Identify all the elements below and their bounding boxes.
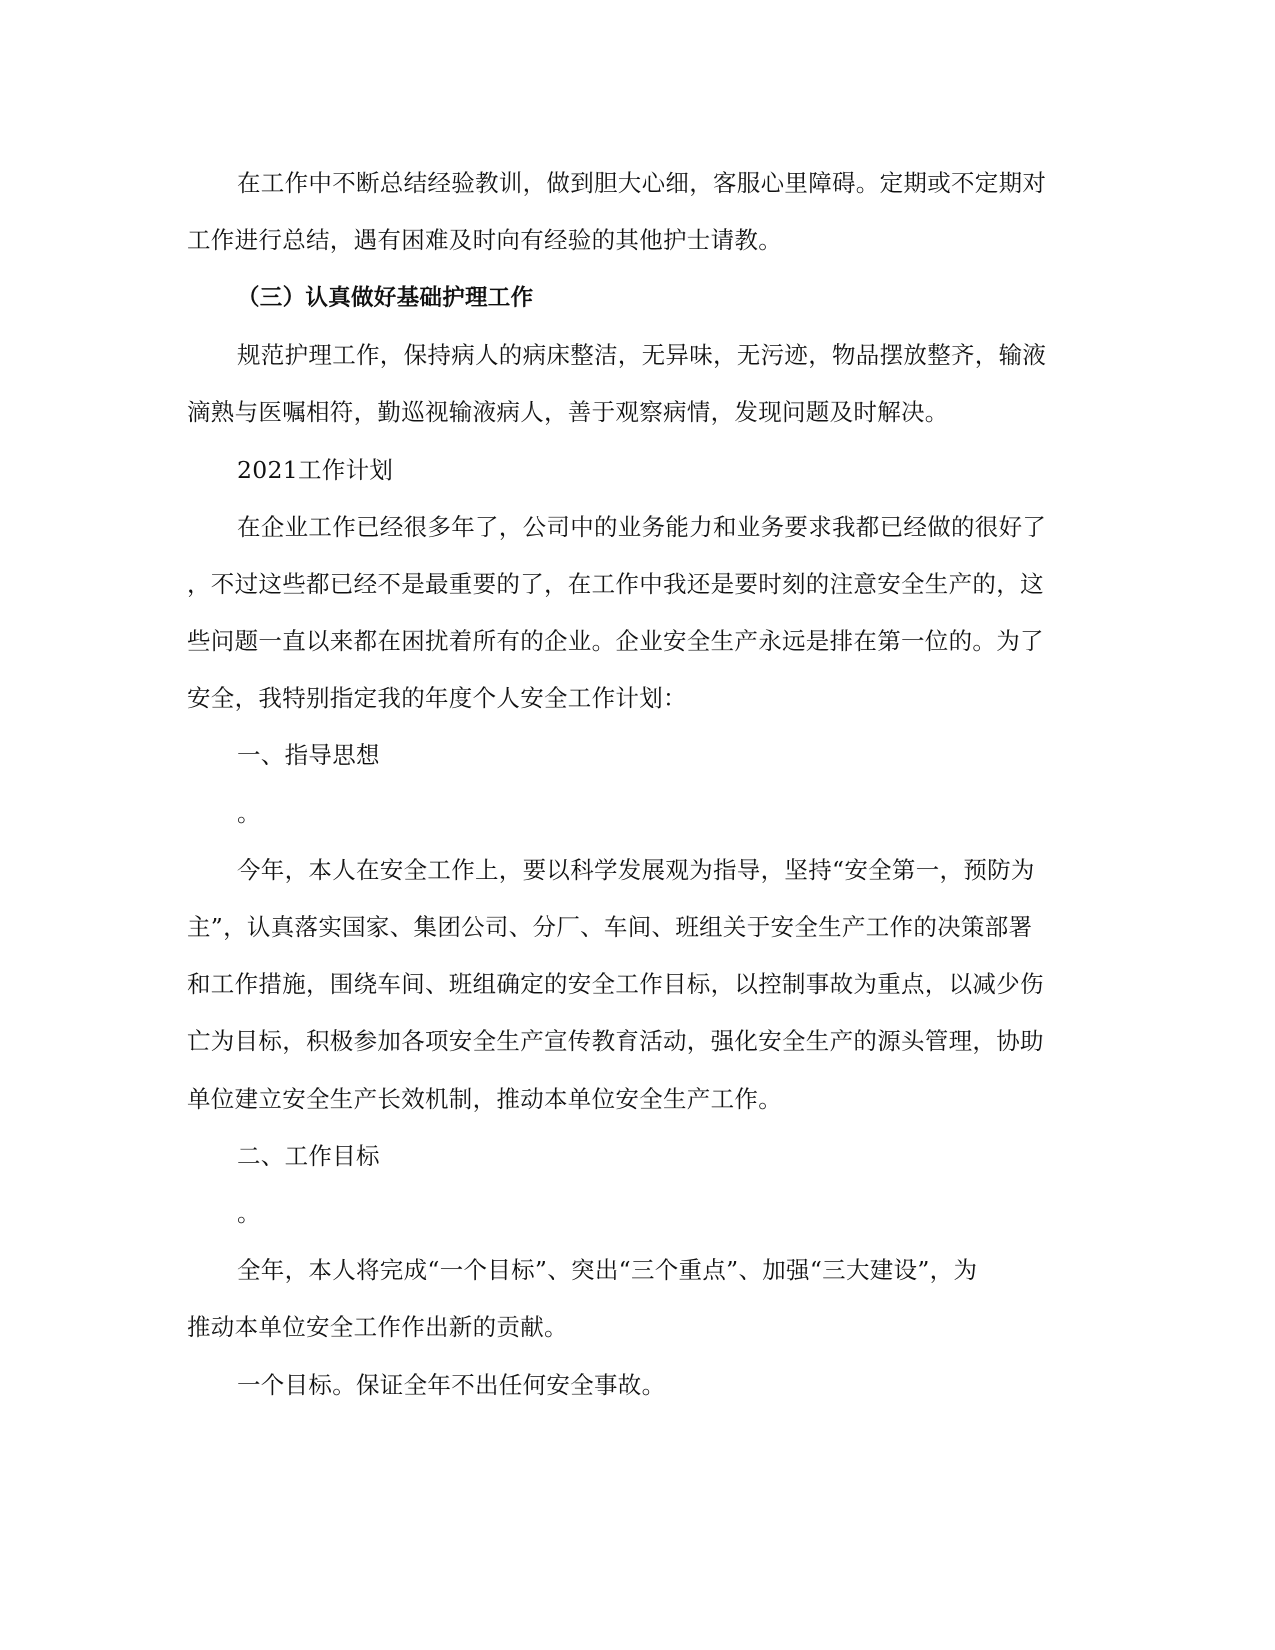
paragraph-line: 。 [237, 1199, 261, 1227]
paragraph-line: 主”，认真落实国家、集团公司、分厂、车间、班组关于安全生产工作的决策部署 [187, 913, 1033, 941]
paragraph-line: 推动本单位安全工作作出新的贡献。 [187, 1313, 568, 1341]
section-heading: 二、工作目标 [237, 1142, 380, 1170]
paragraph-line: 在工作中不断总结经验教训，做到胆大心细，客服心里障碍。定期或不定期对 [237, 169, 1047, 197]
paragraph-line: 规范护理工作，保持病人的病床整洁，无异味，无污迹，物品摆放整齐，输液 [237, 341, 1047, 369]
paragraph-line: 今年，本人在安全工作上，要以科学发展观为指导，坚持“安全第一，预防为 [237, 856, 1035, 884]
paragraph-line: ，不过这些都已经不是最重要的了，在工作中我还是要时刻的注意安全生产的，这 [187, 570, 1044, 598]
paragraph-line: 亡为目标，积极参加各项安全生产宣传教育活动，强化安全生产的源头管理，协助 [187, 1027, 1044, 1055]
paragraph-line: 全年，本人将完成“一个目标”、突出“三个重点”、加强“三大建设”，为 [237, 1256, 978, 1284]
paragraph-line: 一个目标。保证全年不出任何安全事故。 [237, 1371, 666, 1399]
paragraph-line: 些问题一直以来都在困扰着所有的企业。企业安全生产永远是排在第一位的。为了 [187, 627, 1044, 655]
section-heading: 一、指导思想 [237, 741, 380, 769]
paragraph-line: 滴熟与医嘱相符，勤巡视输液病人，善于观察病情，发现问题及时解决。 [187, 398, 949, 426]
paragraph-line: 单位建立安全生产长效机制，推动本单位安全生产工作。 [187, 1085, 782, 1113]
paragraph-line: 在企业工作已经很多年了，公司中的业务能力和业务要求我都已经做的很好了 [237, 513, 1047, 541]
paragraph-line: 和工作措施，围绕车间、班组确定的安全工作目标，以控制事故为重点，以减少伤 [187, 970, 1044, 998]
paragraph-line: 工作进行总结，遇有困难及时向有经验的其他护士请教。 [187, 226, 782, 254]
paragraph-line: 安全，我特别指定我的年度个人安全工作计划： [187, 684, 687, 712]
paragraph-line: 2021工作计划 [237, 456, 394, 484]
section-heading: （三）认真做好基础护理工作 [237, 285, 534, 311]
paragraph-line: 。 [237, 799, 261, 827]
